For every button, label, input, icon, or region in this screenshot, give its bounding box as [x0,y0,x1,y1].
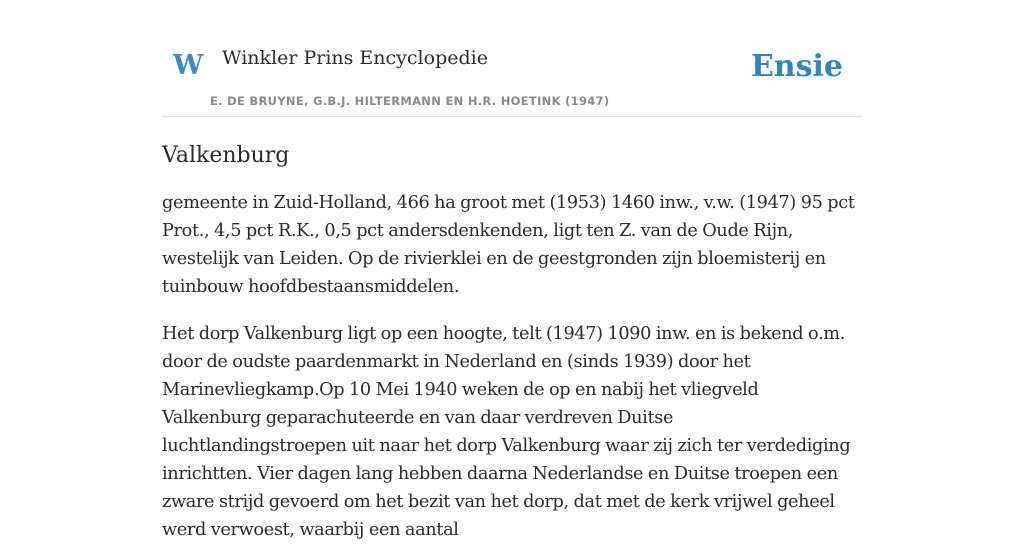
article-paragraph: Het dorp Valkenburg ligt op een hoogte, telt (1947) 1090 inw. en is bekend o.m. door de oudste paardenmarkt in Nederland en (sinds 1939) door het Marinevliegkamp.Op 10 Mei 1940 weken de op en nabij het vliegveld Valkenburg geparachuteerde en van daar verdreven Duitse luchtlandingstroepen uit naar het dorp Valkenburg waar zij zich ter verdediging inrichtten. Vier dagen lang hebben daarna Nederlandse en Duitse troepen een zware strijd gevoerd om het bezit van het dorp, dat met de kerk vrijwel geheel werd verwoest, waarbij een aantal [162,324,851,541]
article-paragraph: gemeente in Zuid-Holland, 466 ha groot met (1953) 1460 inw., v.w. (1947) 95 pct Prot., 4,5 pct R.K., 0,5 pct andersdenkenden, ligt ten Z. van de Oude Rijn, westelijk van Leiden. Op de rivierklei en de geestgronden zijn bloemisterij en tuinbouw hoofdbestaansmiddelen. [162,193,855,298]
site-header [162,0,862,117]
ensie-brand-logo[interactable]: Ensie [750,49,843,84]
article-title: Valkenburg [162,143,290,168]
winkler-prins-logo[interactable]: W [173,50,204,81]
publication-authors: E. DE BRUYNE, G.B.J. HILTERMANN EN H.R. HOETINK (1947) [210,94,610,108]
publication-title[interactable]: Winkler Prins Encyclopedie [222,47,488,69]
article-page [162,0,862,541]
article-body [162,189,862,544]
